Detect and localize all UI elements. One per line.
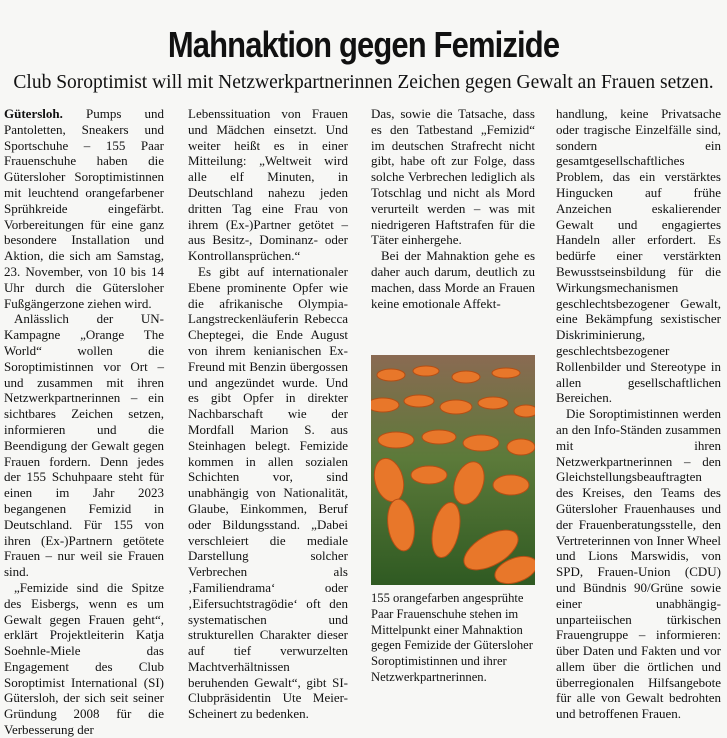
orange-shoes-image [371,355,535,585]
column-3 [371,106,535,311]
paragraph: Es gibt auf internationaler Ebene prominente Opfer wie die afrikanische Olympia-Langstreckenläuferin Rebecca Cheptegei, die Ende August von ihrem kenianischen Ex-Freund mit Benzin übergossen und angezündet wurde. Und es gibt Opfer in direkter Nachbarschaft wie der Mordfall Marion S. aus Steinhagen belegt. Femizide kommen in allen sozialen Schichten vor, sind unabhängig von Nationalität, Glaube, Einkommen, Beruf oder Bildungsstand. „Dabei verschleiert die mediale Darstellung solcher Verbrechen als ‚Familiendrama‘ oder ‚Eifersuchtstragödie‘ oft den systematischen und strukturellen Charakter dieser auf tief verwurzelten Machtverhältnissen beruhenden Gewalt“, gibt SI-Clubpräsidentin Ute Meier-Scheinert zu bedenken. [188,263,348,722]
column-1 [4,106,164,738]
paragraph: Das, sowie die Tatsache, dass es den Tatbestand „Femizid“ im deutschen Strafrecht nicht gibt, habe oft zur Folge, dass solche Verbrechen lediglich als Totschlag und nicht als Mord verurteilt werden – was mit niedrigeren Haftstrafen für die Täter einhergehe. [371,106,535,248]
shoe-installation-photo [371,355,535,585]
paragraph: Anlässlich der UN-Kampagne „Orange The World“ wollen die Soroptimistinnen vor Ort – und zusammen mit ihren Netzwerkpartnerinnen – ein sichtbares Zeichen setzen, informieren und die Beendigung der Gewalt gegen Frauen fordern. Denn jedes der 155 Schuhpaare steht für einen im Jahr 2023 begangenen Femizid in Deutschland. Für 155 von ihren (Ex-)Partnern getötete Frauen – nur weil sie Frauen sind. [4,311,164,580]
paragraph: handlung, keine Privatsache oder tragische Einzelfälle sind, sondern ein gesamtgesellschaftliches Problem, das ein verstärktes Hingucken auf frühe Anzeichen eskalierender Gewalt und engagiertes Handeln aller erfordert. Es bedürfe einer verstärkten Bewusstseinsbildung für die Wirkungsmechanismen geschlechtsbezogener Gewalt, eine Bekämpfung sexistischer Diskriminierung, geschlechtsbezogener Rollenbilder und Stereotype in allen gesellschaftlichen Bereichen. [556,106,721,406]
paragraph: Die Soroptimistinnen werden an den Info-Ständen zusammen mit ihren Netzwerkpartnerinnen – den Gleichstellungsbeauftragten des Kreises, den Teams des Gütersloher Frauenhauses und der Frauenberatungsstelle, den Vertreterinnen von Inner Wheel und Lions Marswidis, von SPD, Frauen-Union (CDU) und Bündnis 90/Grüne sowie einer unabhängig-unparteiischen türkischen Frauengruppe – informieren: über Daten und Fakten und vor allem über die örtlichen und überregionalen Hilfsangebote für alle von Gewalt bedrohten und betroffenen Frauen. [556,406,721,722]
headline: Mahnaktion gegen Femizide [167,24,560,65]
paragraph: Gütersloh. Pumps und Pantoletten, Sneakers und Sportschuhe – 155 Paar Frauenschuhe haben die Gütersloher Soroptimistinnen mit leuchtend orangefarbener Sprühkreide eingefärbt. Vorbereitungen für eine ganz besondere Installation und Aktion, die sich am Samstag, 23. November, von 10 bis 14 Uhr durch die Gütersloher Fußgängerzone ziehen wird. [4,106,164,311]
column-4 [556,106,721,722]
column-2 [188,106,348,722]
paragraph: Bei der Mahnaktion gehe es daher auch darum, deutlich zu machen, dass Morde an Frauen keine emotionale Affekt- [371,248,535,311]
paragraph: Lebenssituation von Frauen und Mädchen einsetzt. Und weiter heißt es in einer Mitteilung: „Weltweit wird alle elf Minuten, in Deutschland nahezu jeden dritten Tag eine Frau von ihrem (Ex-)Partner getötet – aus Besitz-, Dominanz- oder Kontrollansprüchen.“ [188,106,348,264]
photo-caption: 155 orangefarben angesprühte Paar Frauenschuhe stehen im Mittelpunkt einer Mahnaktion gegen Femizide der Gütersloher Soroptimistinnen und ihrer Netzwerkpartnerinnen. [371,591,533,684]
paragraph: „Femizide sind die Spitze des Eisbergs, wenn es um Gewalt gegen Frauen geht“, erklärt Projektleiterin Katja Soehnle-Miele das Engagement des Club Soroptimist International (SI) Gütersloh, der sich seit seiner Gründung 2008 für die Verbesserung der [4,579,164,738]
dateline: Gütersloh. [4,106,63,121]
subline: Club Soroptimist will mit Netzwerkpartnerinnen Zeichen gegen Gewalt an Frauen setzen. [13,72,714,93]
